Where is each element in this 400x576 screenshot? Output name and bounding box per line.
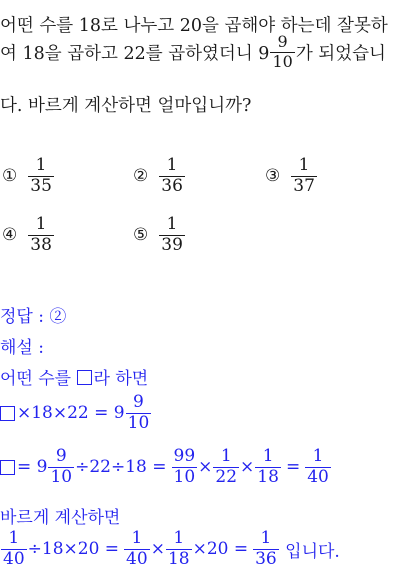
choice-2	[133, 157, 186, 196]
fraction-denominator: 37	[293, 175, 315, 196]
equation-text: ×18×22 = 9	[17, 403, 125, 424]
equation-fraction	[255, 448, 281, 487]
fraction-numerator: 99	[173, 446, 196, 466]
fraction-denominator: 10	[50, 466, 73, 487]
fraction-denominator: 18	[257, 466, 279, 487]
equation-fraction	[48, 448, 74, 487]
equation-fraction	[172, 448, 198, 487]
equation-3	[0, 530, 340, 569]
fraction-denominator: 39	[161, 234, 183, 255]
question-line-3: 다. 바르게 계산하면 얼마입니까?	[0, 96, 252, 116]
step-text: 어떤 수를	[0, 369, 77, 389]
fraction-numerator: 1	[131, 528, 143, 548]
fraction-numerator: 9	[55, 446, 67, 466]
fraction-denominator: 10	[127, 412, 150, 433]
equation-text: ×	[240, 457, 255, 478]
unknown-box	[77, 370, 92, 385]
choice-3	[265, 157, 318, 196]
step-1-text	[0, 364, 148, 389]
choice-fraction	[291, 157, 317, 196]
fraction-denominator: 38	[30, 234, 52, 255]
choice-fraction	[159, 157, 185, 196]
step-2-text: 바르게 계산하면	[0, 508, 121, 528]
equation-fraction	[166, 530, 192, 569]
choice-4	[2, 216, 55, 255]
choice-marker: ③	[265, 166, 281, 187]
equation-text: = 9	[17, 457, 48, 478]
equation-fraction	[124, 530, 150, 569]
equation-fraction	[126, 394, 152, 433]
choice-marker: ②	[133, 166, 149, 187]
equation-text: ÷18×20 =	[27, 539, 120, 560]
fraction-numerator: 1	[166, 214, 178, 234]
fraction-numerator: 9	[133, 392, 144, 412]
choice-marker: ①	[2, 166, 18, 187]
fraction-denominator: 40	[126, 548, 148, 569]
fraction-numerator: 1	[35, 155, 47, 175]
equation-text: ×	[150, 539, 165, 560]
question-text: 여 18을 곱하고 22를 곱하였더니 9	[0, 43, 270, 64]
equation-text: 입니다.	[279, 541, 340, 562]
question-line-1: 어떤 수를 18로 나누고 20을 곱해야 하는데 잘못하	[0, 16, 388, 36]
fraction-numerator: 1	[262, 446, 274, 466]
question-line-2	[0, 34, 386, 71]
choice-marker: ⑤	[133, 225, 149, 246]
choice-marker: ④	[2, 225, 18, 246]
choice-fraction	[28, 157, 54, 196]
fraction-numerator: 1	[298, 155, 310, 175]
equation-text: ×	[198, 457, 213, 478]
fraction-numerator: 9	[277, 32, 288, 51]
fraction-numerator: 1	[260, 528, 272, 548]
fraction-denominator: 10	[272, 51, 293, 71]
equation-text: ÷22÷18 =	[75, 457, 167, 478]
fraction-numerator: 1	[220, 446, 232, 466]
fraction-numerator: 1	[173, 528, 185, 548]
question-text: 가 되었습니	[295, 43, 386, 64]
fraction-denominator: 36	[255, 548, 277, 569]
fraction-numerator: 1	[166, 155, 178, 175]
equation-fraction	[213, 448, 239, 487]
equation-1	[0, 394, 152, 433]
question-fraction	[270, 34, 294, 71]
fraction-denominator: 22	[215, 466, 238, 487]
fraction-denominator: 35	[30, 175, 52, 196]
choice-1	[2, 157, 55, 196]
fraction-denominator: 36	[161, 175, 183, 196]
fraction-denominator: 18	[167, 548, 190, 569]
choice-fraction	[28, 216, 54, 255]
fraction-numerator: 1	[35, 214, 47, 234]
fraction-denominator: 40	[307, 466, 329, 487]
answer-line: 정답 : ②	[0, 307, 67, 327]
equation-text: ×20 =	[192, 539, 249, 560]
equation-fraction	[1, 530, 27, 569]
choice-5	[133, 216, 186, 255]
fraction-numerator: 1	[312, 446, 324, 466]
fraction-denominator: 40	[3, 548, 25, 569]
equation-text: =	[285, 457, 301, 478]
fraction-numerator: 1	[8, 528, 20, 548]
equation-fraction	[305, 448, 331, 487]
unknown-box	[0, 406, 15, 421]
step-text: 라 하면	[93, 369, 149, 389]
fraction-denominator: 10	[173, 466, 196, 487]
choice-fraction	[159, 216, 185, 255]
equation-2	[0, 448, 332, 487]
explanation-label: 해설 :	[0, 338, 44, 358]
equation-fraction	[253, 530, 279, 569]
unknown-box	[0, 460, 15, 475]
